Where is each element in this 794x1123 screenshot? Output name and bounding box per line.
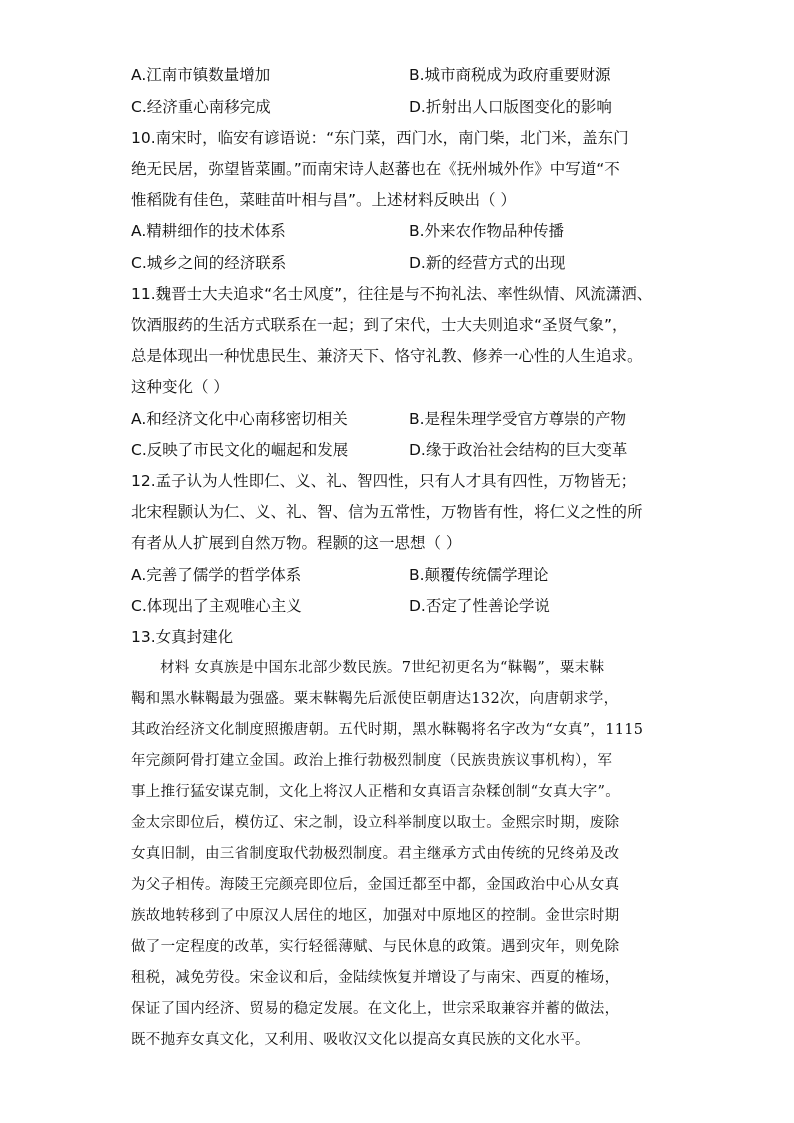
q13-title: 13.女真封建化 [131,628,234,646]
q11-stem-line: 饮酒服药的生活方式联系在一起；到了宋代，士大夫则追求“圣贤气象”， [131,316,628,334]
q12-option-d: D.否定了性善论学说 [409,597,550,615]
q13-material-line: 保证了国内经济、贸易的稳定发展。在文化上，世宗采取兼容并蓄的做法， [131,1001,620,1017]
q13-material-line: 女真旧制，由三省制度取代勃极烈制度。君主继承方式由传统的兄终弟及改 [131,846,620,862]
q11-stem-line: 总是体现出一种忧患民生、兼济天下、恪守礼教、修养一心性的人生追求。 [131,347,643,365]
q12-stem-line: 有者从人扩展到自然万物。程颢的这一思想（ ） [131,534,462,552]
q11-option-a: A.和经济文化中心南移密切相关 [131,410,348,428]
q10-option-d: D.新的经营方式的出现 [409,254,566,272]
q13-material-line: 既不抛弃女真文化，又利用、吸收汉文化以提高女真民族的文化水平。 [131,1032,590,1048]
q10-stem-line: 绝无民居，弥望皆菜圃。”而南宋诗人赵蕃也在《抚州城外作》中写道“不 [131,160,620,178]
q12-stem-line: 北宋程颢认为仁、义、礼、智、信为五常性，万物皆有性，将仁义之性的所 [131,503,643,521]
q9-option-a: A.江南市镇数量增加 [131,66,271,84]
q10-option-b: B.外来农作物品种传播 [409,222,565,240]
q13-material-line: 租税，减免劳役。宋金议和后，金陆续恢复并增设了与南宋、西夏的榷场， [131,970,620,986]
q10-option-c: C.城乡之间的经济联系 [131,254,287,272]
q13-material-line: 金太宗即位后，模仿辽、宋之制，设立科举制度以取士。金熙宗时期，废除 [131,815,620,831]
q13-material-line: 鞨和黑水靺鞨最为强盛。粟末靺鞨先后派使臣朝唐达132次，向唐朝求学， [131,691,619,707]
q9-option-b: B.城市商税成为政府重要财源 [409,66,611,84]
q13-material-line: 材料 女真族是中国东北部少数民族。7世纪初更名为“靺鞨”，粟末靺 [160,660,605,676]
q13-material-line: 做了一定程度的改革，实行轻徭薄赋、与民休息的政策。遇到灾年，则免除 [131,939,620,955]
q12-option-b: B.颠覆传统儒学理论 [409,566,549,584]
q12-stem-line: 12.孟子认为人性即仁、义、礼、智四性，只有人才具有四性，万物皆无； [131,472,637,490]
q12-option-c: C.体现出了主观唯心主义 [131,597,302,615]
q13-material-line: 事上推行猛安谋克制，文化上将汉人正楷和女真语言杂糅创制“女真大字”。 [131,784,621,800]
q9-option-c: C.经济重心南移完成 [131,98,271,116]
q13-material-line: 年完颜阿骨打建立金国。政治上推行勃极烈制度（民族贵族议事机构），军 [131,753,613,769]
q9-option-d: D.折射出人口版图变化的影响 [409,98,612,116]
q10-stem-line: 10.南宋时，临安有谚语说：“东门菜，西门水，南门柴，北门米，盖东门 [131,129,629,147]
q11-option-c: C.反映了市民文化的崛起和发展 [131,441,349,459]
q13-material-line: 其政治经济文化制度照搬唐朝。五代时期，黑水靺鞨将名字改为“女真”，1115 [131,722,644,738]
q13-material-line: 族故地转移到了中原汉人居住的地区，加强对中原地区的控制。金世宗时期 [131,908,620,924]
q10-option-a: A.精耕细作的技术体系 [131,222,286,240]
q11-option-d: D.缘于政治社会结构的巨大变革 [409,441,628,459]
q11-option-b: B.是程朱理学受官方尊崇的产物 [409,410,627,428]
q10-stem-line: 惟稻陇有佳色，菜畦苗叶相与昌”。上述材料反映出（ ） [131,191,516,209]
q13-material-line: 为父子相传。海陵王完颜亮即位后，金国迁都至中都，金国政治中心从女真 [131,877,620,893]
q12-option-a: A.完善了儒学的哲学体系 [131,566,302,584]
q11-stem-line: 11.魏晋士大夫追求“名士风度”，往往是与不拘礼法、率性纵情、风流潇洒、 [131,285,653,303]
q11-stem-line: 这种变化（ ） [131,378,229,396]
